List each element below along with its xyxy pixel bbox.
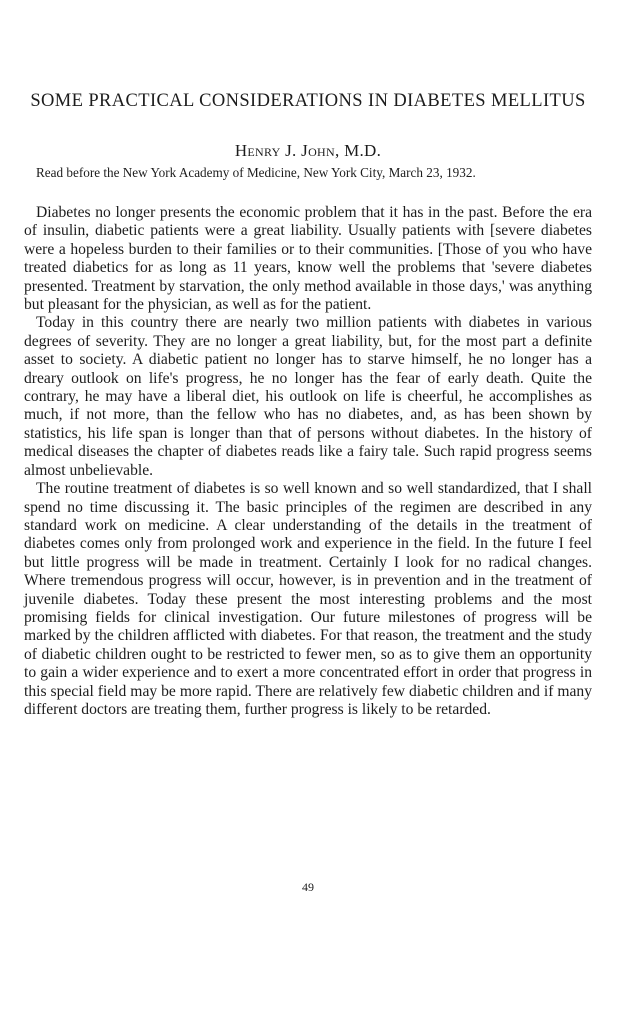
- body-paragraph-3: The routine treatment of diabetes is so well known and so well standardized, that I shall spend no time discussing it. The basic principles of the regimen are described in any standard work on medicine. A clear understanding of the details in the treatment of diabetes comes only from prolonged work and experience in the field. In the future I feel but little progress will be made in treatment. Certainly I look for no radical changes. Where tremendous progress will occur, however, is in prevention and in the treatment of juvenile diabetes. Today these present the most interesting problems and the most promising fields for clinical investigation. Our future milestones of progress will be marked by the children afflicted with diabetes. For that reason, the treatment and the study of diabetic children ought to be restricted to fewer men, so as to give them an opportunity to gain a wider experience and to exert a more concentrated effort in order that progress in this special field may be more rapid. There are relatively few diabetic children and if many different doctors are treating them, further progress is likely to be retarded.: [24, 480, 592, 718]
- presentation-note: Read before the New York Academy of Medicine, New York City, March 23, 1932.: [36, 165, 476, 180]
- body-paragraph-1: Diabetes no longer presents the economic problem that it has in the past. Before the era of insulin, diabetic patients were a great liability. Usually patients with [severe diabetes were a hopeless burden to their families or to their communities. [Those of you who have treated diabetics for as long as 11 years, know well the problems that 'severe diabetes presented. Treatment by starvation, the only method available in those days,' was anything but pleasant for the physician, as well as for the patient.: [24, 204, 592, 314]
- page-number: 49: [302, 880, 314, 894]
- author-byline: [24, 140, 592, 162]
- journal-page: [24, 0, 592, 1019]
- body-paragraph-2: Today in this country there are nearly two million patients with diabetes in various degrees of severity. They are no longer a great liability, but, for the most part a definite asset to society. A diabetic patient no longer has to starve himself, he no longer has a dreary outlook on life's progress, he no longer has the fear of early death. Quite the contrary, he may have a liberal diet, his outlook on life is cheerful, he accomplishes as much, if not more, than the fellow who has no diabetes, and, as has been shown by statistics, his life span is longer than that of persons without diabetes. In the history of medical diseases the chapter of diabetes reads like a fairy tale. Such rapid progress seems almost unbelievable.: [24, 314, 592, 479]
- author-name: Henry J. John, M.D.: [234, 141, 382, 160]
- article-body: [24, 204, 592, 719]
- article-title: SOME PRACTICAL CONSIDERATIONS IN DIABETES MELLITUS: [30, 91, 586, 111]
